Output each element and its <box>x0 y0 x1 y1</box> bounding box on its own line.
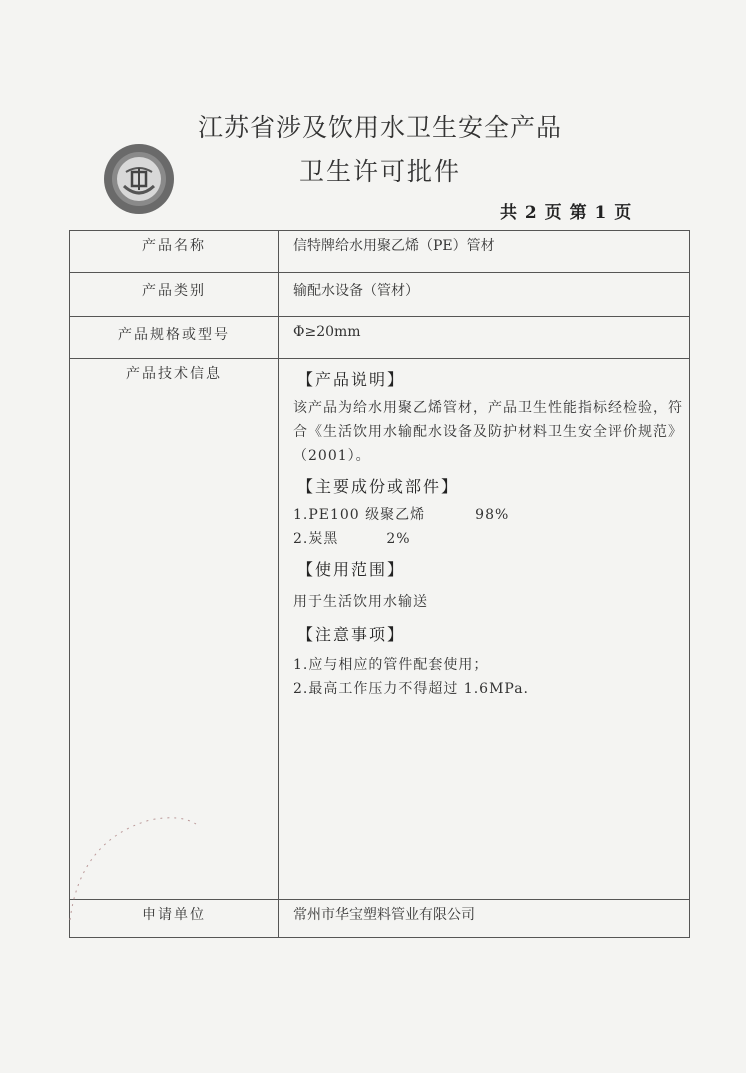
row-product-spec <box>70 317 690 359</box>
component-item: 2.炭黑 2% <box>293 531 411 547</box>
document-subtitle: 卫生许可批件 <box>298 157 461 186</box>
document-title: 江苏省涉及饮用水卫生安全产品 <box>197 113 562 142</box>
usage-heading: 【使用范围】 <box>297 560 406 579</box>
page-indicator: 共 2 页 第 1 页 <box>500 203 632 223</box>
row-product-name <box>70 231 690 273</box>
value-product-name: 信特牌给水用聚乙烯（PE）管材 <box>293 238 495 254</box>
note-item: 1.应与相应的管件配套使用； <box>293 657 489 673</box>
row-product-category <box>70 273 690 317</box>
label-product-name: 产品名称 <box>142 238 206 254</box>
official-seal-icon <box>102 142 176 216</box>
label-product-category: 产品类别 <box>142 283 206 299</box>
description-heading: 【产品说明】 <box>297 370 406 389</box>
label-applicant: 申请单位 <box>142 907 206 923</box>
component-item: 1.PE100 级聚乙烯 98% <box>293 507 510 523</box>
note-item: 2.最高工作压力不得超过 1.6MPa. <box>293 681 529 697</box>
label-product-spec: 产品规格或型号 <box>118 327 230 343</box>
description-text: 该产品为给水用聚乙烯管材，产品卫生性能指标经检验，符合《生活饮用水输配水设备及防护材料卫生安全评价规范》（2001）。 <box>293 400 683 464</box>
value-product-spec: Φ≥20mm <box>293 324 361 340</box>
usage-text: 用于生活饮用水输送 <box>293 594 428 610</box>
value-applicant: 常州市华宝塑料管业有限公司 <box>293 907 475 923</box>
notes-heading: 【注意事项】 <box>297 625 406 644</box>
value-product-category: 输配水设备（管材） <box>293 283 419 299</box>
faint-stamp-mark <box>60 800 200 940</box>
label-tech-info: 产品技术信息 <box>126 366 222 382</box>
components-heading: 【主要成份或部件】 <box>297 477 460 496</box>
